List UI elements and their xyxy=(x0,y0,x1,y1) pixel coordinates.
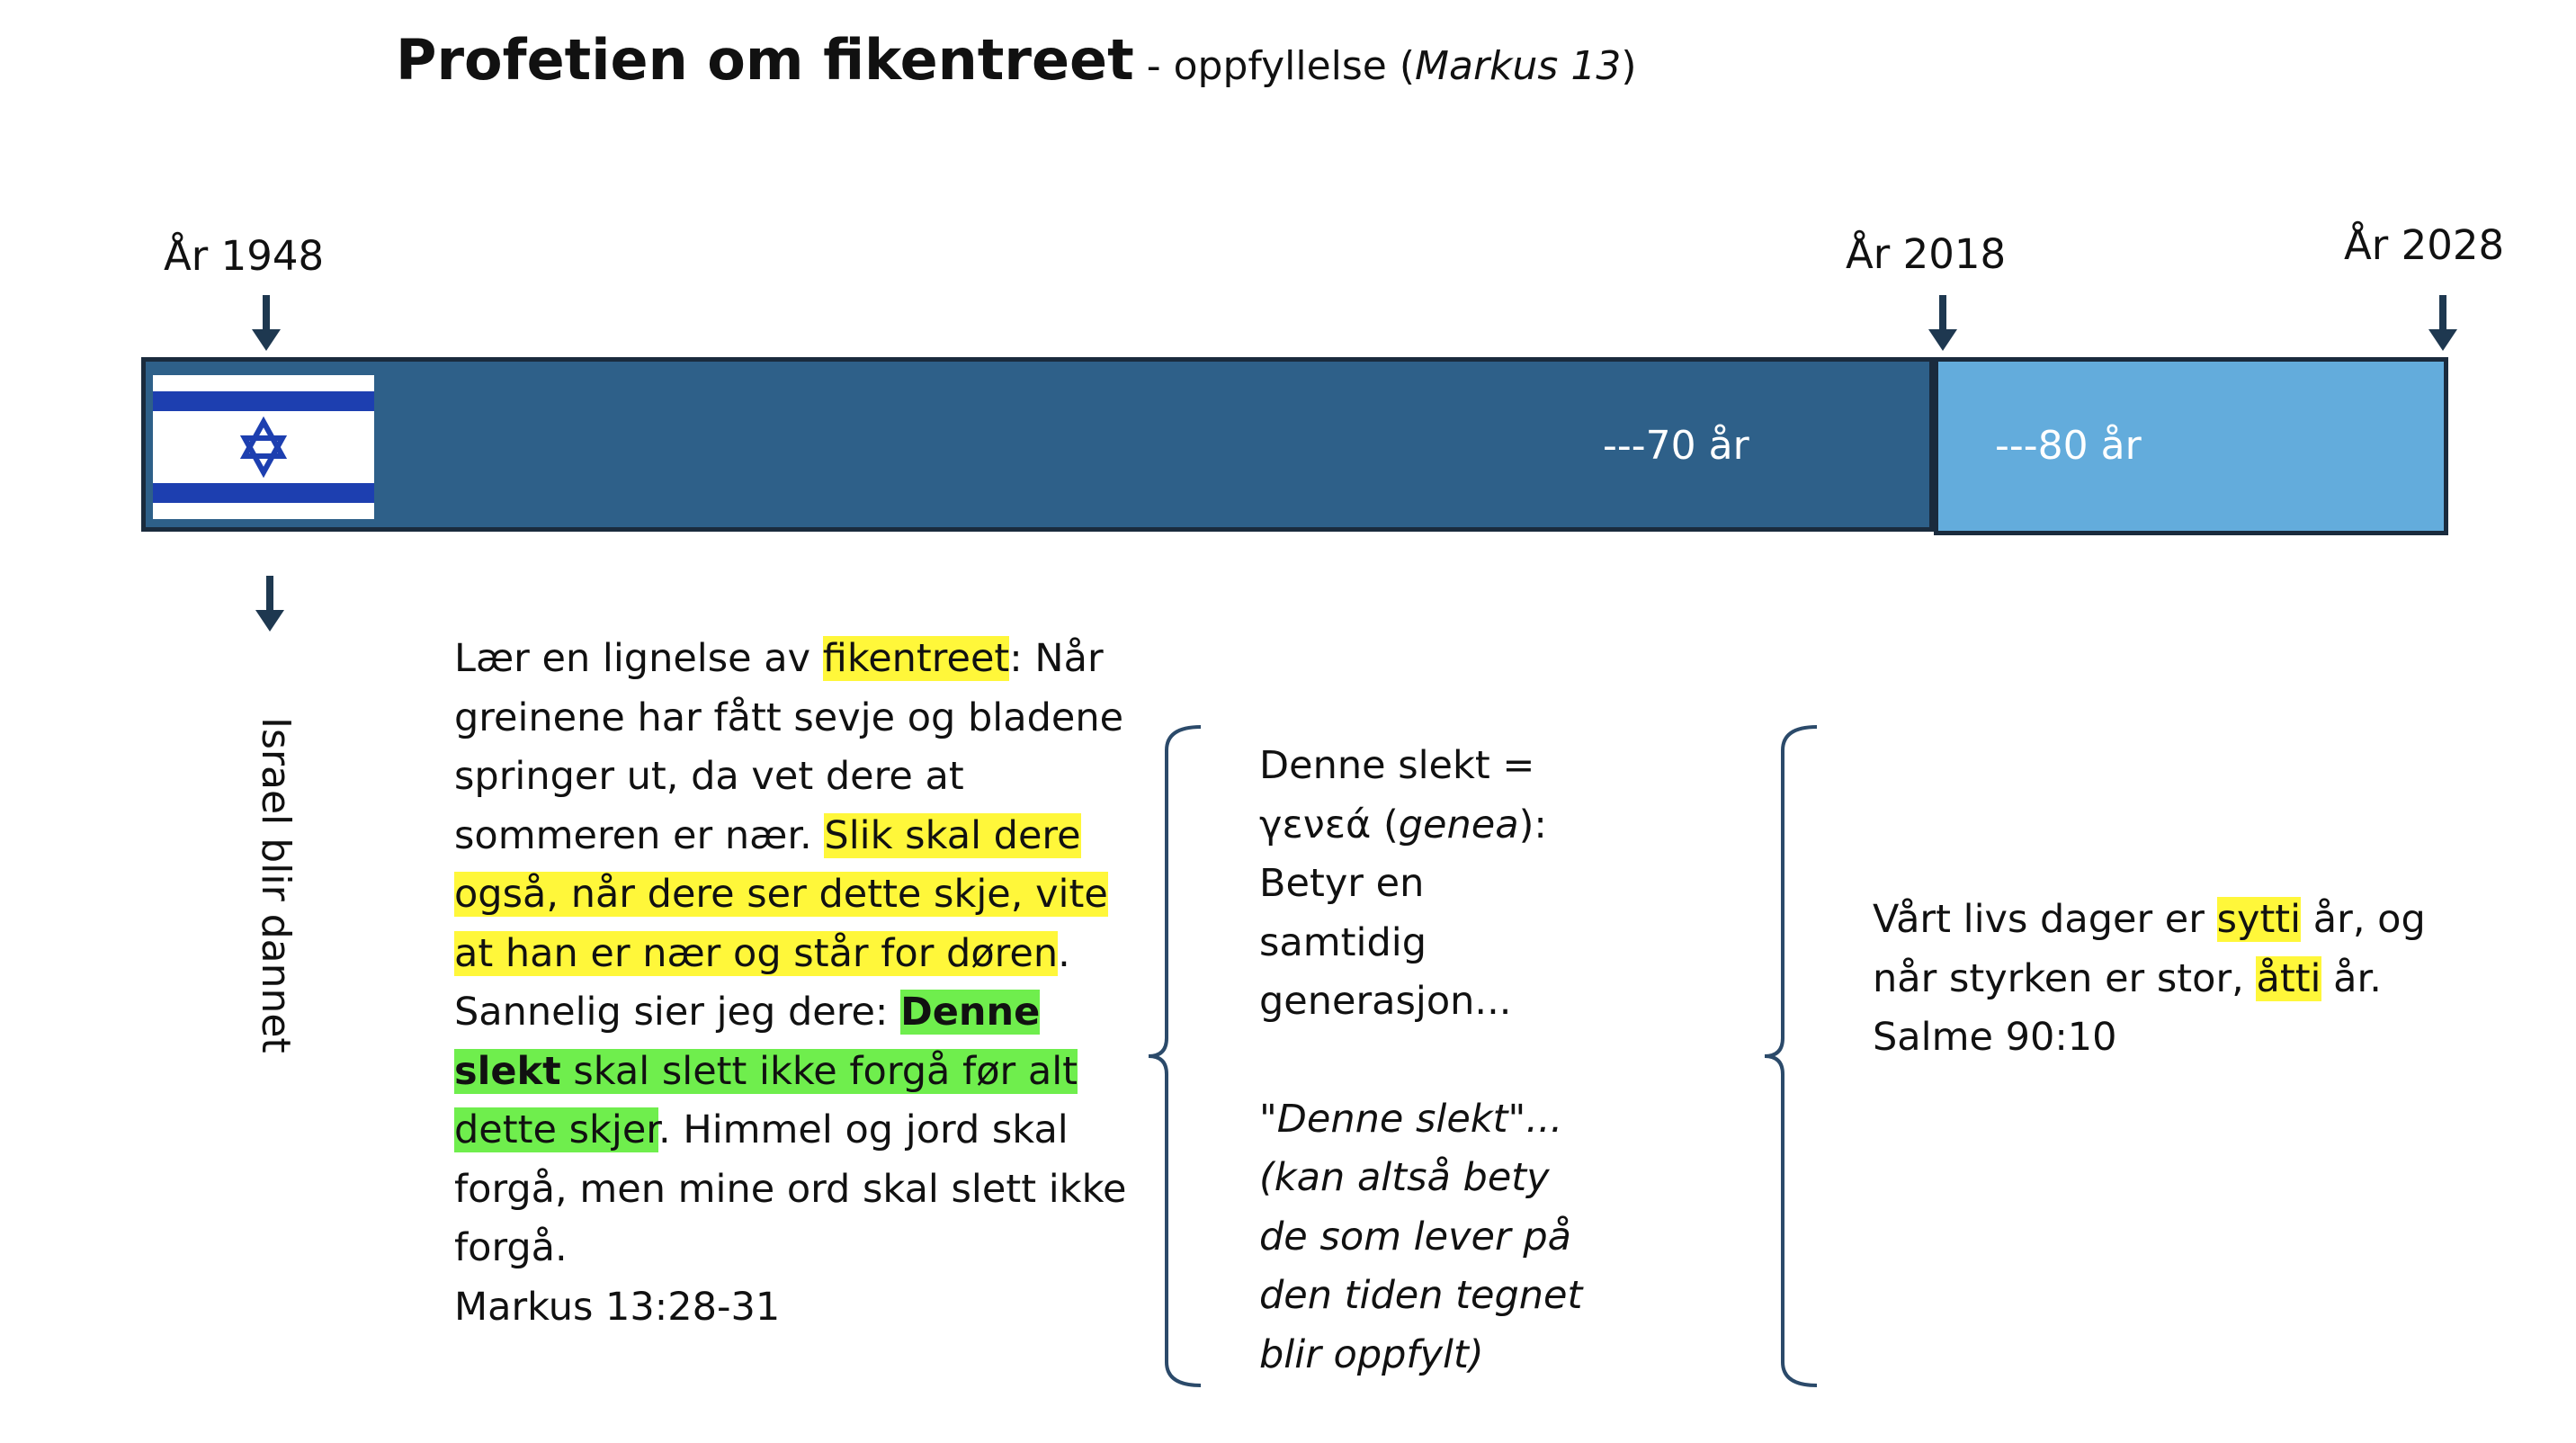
vertical-label: Israel blir dannet xyxy=(253,717,299,1053)
brace-left-2 xyxy=(1763,723,1826,1389)
genea-line xyxy=(1259,796,1691,856)
psalm-highlight-sytti: sytti xyxy=(2216,897,2302,942)
psalm-line xyxy=(1873,891,2502,950)
psalm-text: Vårt livs dager er xyxy=(1873,897,2217,942)
quote-text: . Sannelig sier jeg dere: xyxy=(454,930,1070,1035)
genea-italic-line: den tiden tegnet xyxy=(1259,1273,1583,1318)
genea-explanation xyxy=(1259,737,1691,1385)
genea-line: samtidig xyxy=(1259,919,1427,965)
year-label-1948: År 1948 xyxy=(164,232,325,280)
title-main: Profetien om fikentreet xyxy=(396,27,1134,93)
scripture-quote xyxy=(454,630,1156,1337)
quote-highlight-slik-skal: Slik skal dere også, når dere ser dette skje, vite at han er nær og står for døren xyxy=(454,812,1108,976)
genea-italic-line: (kan altså bety xyxy=(1259,1155,1550,1200)
genea-line: Denne slekt = xyxy=(1259,743,1535,788)
arrow-down-icon xyxy=(2425,295,2461,353)
segment-label-70: ---70 år xyxy=(1603,423,1749,469)
arrow-down-icon xyxy=(252,576,288,633)
genea-italic-line: blir oppfylt) xyxy=(1259,1331,1484,1377)
arrow-down-icon xyxy=(248,295,284,353)
quote-reference: Markus 13:28-31 xyxy=(454,1284,781,1330)
brace-left-1 xyxy=(1147,723,1210,1389)
arrow-down-icon xyxy=(1925,295,1961,353)
quote-highlight-fikentreet: fikentreet xyxy=(822,636,1010,681)
israel-flag-icon xyxy=(153,375,374,519)
spacer xyxy=(1259,1032,1691,1090)
genea-line: Betyr en xyxy=(1259,861,1425,906)
quote-text: : Når greinene har fått sevje og bladene springer ut, da vet dere at sommeren er nær. xyxy=(454,636,1124,858)
psalm-quote xyxy=(1873,891,2502,1068)
quote-text: . Himmel og jord skal forgå, men mine ord skal slett ikke forgå. xyxy=(454,1107,1127,1270)
title-rest-prefix: - oppfyllelse ( xyxy=(1133,43,1416,89)
psalm-reference: Salme 90:10 xyxy=(1873,1015,2117,1060)
psalm-highlight-atti: åtti xyxy=(2256,955,2321,1001)
psalm-text: år, og xyxy=(2301,897,2426,942)
year-label-2028: År 2028 xyxy=(2344,221,2505,269)
quote-highlight-denne-slekt: Denne slekt xyxy=(454,990,1041,1094)
year-label-2018: År 2018 xyxy=(1846,230,2007,278)
segment-label-80: ---80 år xyxy=(1995,423,2142,469)
title-rest-italic: Markus 13 xyxy=(1415,43,1622,89)
title-rest-suffix: ) xyxy=(1621,43,1637,89)
quote-text: Lær en lignelse av xyxy=(454,636,823,681)
genea-line: generasjon... xyxy=(1259,979,1512,1024)
genea-italic-line: de som lever på xyxy=(1259,1214,1571,1259)
quote-highlight-green: skal slett ikke forgå før alt dette skjer xyxy=(454,1048,1078,1152)
genea-colon: ): xyxy=(1518,802,1547,847)
psalm-text: år. xyxy=(2321,955,2382,1001)
psalm-line xyxy=(1873,950,2502,1009)
genea-italic-line: "Denne slekt"... xyxy=(1259,1096,1563,1142)
psalm-text: når styrken er stor, xyxy=(1873,955,2257,1001)
genea-greek: γενεά ( xyxy=(1259,802,1399,847)
page-title xyxy=(396,27,1636,93)
genea-word: genea xyxy=(1398,802,1519,847)
